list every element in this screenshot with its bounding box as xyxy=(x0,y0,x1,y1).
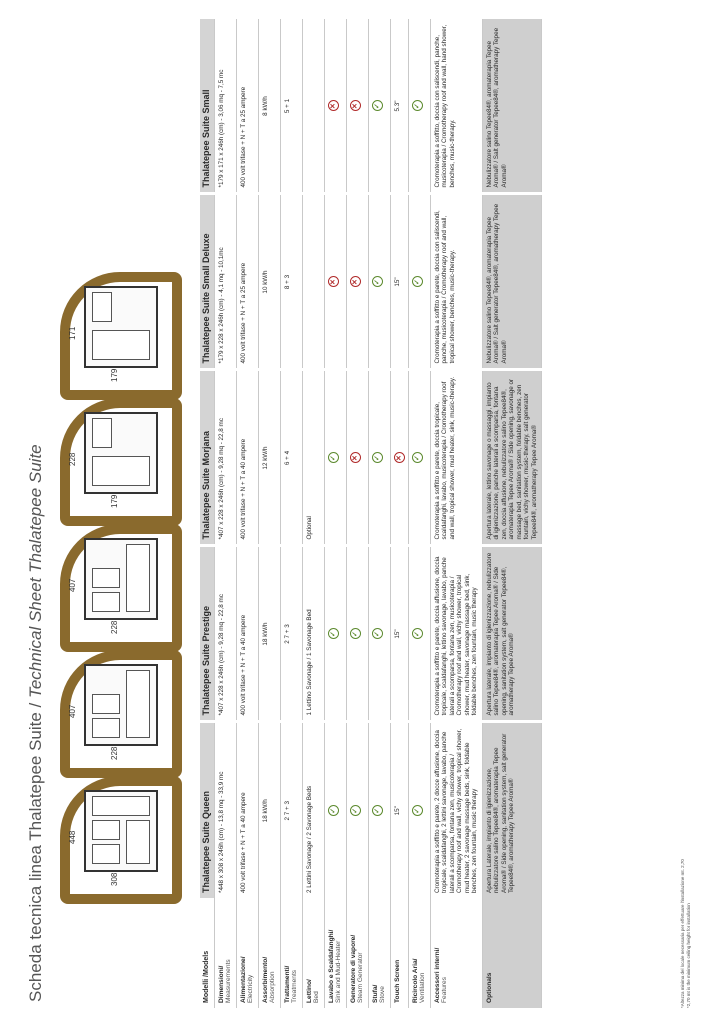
model-header: Thalatepee Suite Morjana xyxy=(200,370,214,546)
cell: Cromoterapia a soffitto e parete, 2 docce affusione, doccia tropicale, scaldafanghi, 2 lettini savonage, lavabo, panche laterali a scomparsa, fontana zen, musicoterapia / Cromotherapy roof and wall, vichy shower, tropical shower, mud heater, 2 savonage massage beds, sink, foldable benches, zen fountain, music therapy xyxy=(430,722,482,898)
cell: 2 7 + 3 xyxy=(280,722,302,898)
cell xyxy=(408,194,430,370)
dimension-width: 448 xyxy=(68,830,77,844)
model-header: Thalatepee Suite Small Deluxe xyxy=(200,194,214,370)
dimension-width: 407 xyxy=(68,704,77,718)
cell: 400 volt trifase + N + T a 40 ampere xyxy=(236,546,258,722)
cell xyxy=(408,722,430,898)
cell: *407 x 228 x 246h (cm) - 9,28 mq - 22,8 mc xyxy=(214,370,236,546)
power-row xyxy=(236,18,258,1008)
row-label: Dimensioni/ Measurements xyxy=(214,898,236,1008)
cell: 8 + 3 xyxy=(280,194,302,370)
cell: 400 volt trifase + N + T a 40 ampere xyxy=(236,370,258,546)
model-header: Thalatepee Suite Small xyxy=(200,18,214,194)
cell xyxy=(408,370,430,546)
cell: 400 volt trifase + N + T a 40 ampere xyxy=(236,722,258,898)
cell xyxy=(368,194,390,370)
sink-row xyxy=(324,18,346,1008)
cell xyxy=(324,370,346,546)
cell: 2 7 + 3 xyxy=(280,546,302,722)
check-icon: ✓ xyxy=(372,629,383,640)
cell: 15" xyxy=(390,194,408,370)
floor-plan xyxy=(84,664,158,746)
cell xyxy=(346,18,368,194)
cell xyxy=(346,722,368,898)
row-label: Stufa/ Stove xyxy=(368,898,390,1008)
cell: Cromoterapia a soffitto e parete, doccia affusione, doccia tropicale, scaldafanghi, lettino savonage, lavabo, panche laterali a scomparsa, fontana zen, musicoterapia / Cromotherapy roof and wall, vichy shower, tropical shower, mud heater, savonage massage bed, sink, foldable benches, zen fountain, music therapy xyxy=(430,546,482,722)
cell xyxy=(368,722,390,898)
cell xyxy=(368,370,390,546)
check-icon: ✓ xyxy=(372,453,383,464)
cross-icon: ✕ xyxy=(350,453,361,464)
check-icon: ✓ xyxy=(372,805,383,816)
dimension-width: 407 xyxy=(68,578,77,592)
row-label: Optionals xyxy=(482,898,542,1008)
check-icon: ✓ xyxy=(412,453,423,464)
accessories-row xyxy=(430,18,482,1008)
cell: *448 x 308 x 246h (cm) - 13,8 mq - 33,9 mc xyxy=(214,722,236,898)
cell xyxy=(324,194,346,370)
check-icon: ✓ xyxy=(328,453,339,464)
cell xyxy=(346,194,368,370)
dimension-depth: 228 xyxy=(110,746,119,760)
cell xyxy=(368,18,390,194)
cell: Nebulizzatore salino Tepee84®, aromaterapia Tepee Aroma® / Salt generator Tepee84®, aromatherapy Tepee Aroma® xyxy=(482,194,542,370)
ventilation-row xyxy=(408,18,430,1008)
dimension-width: 228 xyxy=(68,452,77,466)
dimension-depth: 228 xyxy=(110,620,119,634)
cell: Cromoterapia a soffitto, doccia con saliscendi, panche, musicoterapia / Cromotherapy roof and wall, hand shower, benches, music-therapy. xyxy=(430,18,482,194)
check-icon: ✓ xyxy=(412,805,423,816)
cell: *179 x 171 x 246h (cm) - 3,06 mq - 7,5 mc xyxy=(214,18,236,194)
cell: 1 Lettino Savonage / 1 Savonage Bed xyxy=(302,546,324,722)
row-label: Accessori interni/ Features xyxy=(430,898,482,1008)
model-header: Thalatepee Suite Queen xyxy=(200,722,214,898)
floor-plan xyxy=(84,412,158,494)
cross-icon: ✕ xyxy=(394,453,405,464)
cell: Optional xyxy=(302,370,324,546)
cell xyxy=(324,546,346,722)
cross-icon: ✕ xyxy=(328,277,339,288)
row-label: Ricircolo Aria/ Ventilation xyxy=(408,898,430,1008)
cell xyxy=(408,18,430,194)
cell: 6 + 4 xyxy=(280,370,302,546)
cell: 15" xyxy=(390,722,408,898)
floor-plan xyxy=(84,790,158,872)
cell xyxy=(346,546,368,722)
cell: *179 x 228 x 246h (cm) - 4,1 mq - 10,1mc xyxy=(214,194,236,370)
cell xyxy=(346,370,368,546)
check-icon: ✓ xyxy=(328,805,339,816)
check-icon: ✓ xyxy=(412,277,423,288)
cell: 5.3" xyxy=(390,18,408,194)
cell xyxy=(408,546,430,722)
cell: 15" xyxy=(390,546,408,722)
cell: 5 + 1 xyxy=(280,18,302,194)
cross-icon: ✕ xyxy=(350,101,361,112)
cell: *407 x 228 x 246h (cm) - 9,28 mq - 22,8 mc xyxy=(214,546,236,722)
absorption-row xyxy=(258,18,280,1008)
dimension-depth: 179 xyxy=(110,494,119,508)
illustration-small xyxy=(60,250,185,400)
row-label: Generatore di vapore/ Steam Generator xyxy=(346,898,368,1008)
cross-icon: ✕ xyxy=(350,277,361,288)
cell xyxy=(302,18,324,194)
check-icon: ✓ xyxy=(412,101,423,112)
cell: 400 volt trifase + N + T a 25 ampere xyxy=(236,18,258,194)
dimension-depth: 179 xyxy=(110,368,119,382)
cell xyxy=(324,722,346,898)
cell: 12 kW/h xyxy=(258,370,280,546)
cell: 2 Lettini Savonage / 2 Savonage Beds xyxy=(302,722,324,898)
steam-row xyxy=(346,18,368,1008)
dimensions-row xyxy=(214,18,236,1008)
row-label: Touch Screen xyxy=(390,898,408,1008)
floor-plan xyxy=(84,538,158,620)
cell: Cromoterapia a soffitto e parete, doccia con saliscendi, panche, musicoterapia / Cromotherapy roof and wall, tropical shower, benches, music-therapy. xyxy=(430,194,482,370)
cell xyxy=(324,18,346,194)
cross-icon: ✕ xyxy=(328,101,339,112)
floor-plan xyxy=(84,286,158,368)
check-icon: ✓ xyxy=(350,805,361,816)
page-title: Scheda tecnica linea Thalatepee Suite / Technical Sheet Thalatepee Suite xyxy=(26,444,45,1002)
dimension-width: 171 xyxy=(68,326,77,340)
footnote: *Altezza minima del locale necessaria per effettuare l'installazione mt. 2,70 *2,70 mt is the minimum ceiling height for installation xyxy=(680,859,691,1008)
stove-row xyxy=(368,18,390,1008)
dimension-depth: 308 xyxy=(110,872,119,886)
check-icon: ✓ xyxy=(412,629,423,640)
bed-row xyxy=(302,18,324,1008)
cell: 10 kW/h xyxy=(258,194,280,370)
check-icon: ✓ xyxy=(328,629,339,640)
row-label: Lavabo e Scaldafanghi/ Sink and Mud-Heater xyxy=(324,898,346,1008)
cell xyxy=(302,194,324,370)
cell: Apertura Laterale, impianto di igienizzazione, nebulizzatore salino Tepee84®, aromaterapia Tepee Aroma® / Side opening, sanitation system, salt generator Tepee84®, aromatherapy Tepee Aroma® xyxy=(482,722,542,898)
cell: Cromoterapia a soffitto e parete, doccia tropicale, scaldafanghi, lavabo, musicoterapia / Cromotherapy roof and wall, tropical shower, mud heater, sink, music-therapy. xyxy=(430,370,482,546)
optionals-row xyxy=(482,18,542,1008)
check-icon: ✓ xyxy=(372,277,383,288)
cell: 8 kW/h xyxy=(258,18,280,194)
check-icon: ✓ xyxy=(350,629,361,640)
check-icon: ✓ xyxy=(372,101,383,112)
cell: 18 kW/h xyxy=(258,546,280,722)
cell xyxy=(390,370,408,546)
row-label: Modelli /Models xyxy=(200,898,214,1008)
cell: 400 volt trifase + N + T a 25 ampere xyxy=(236,194,258,370)
cell xyxy=(368,546,390,722)
cell: Apertura laterale, impianto di igienizzazione, nebulizzatore salino Tepee84®, aromaterapia Tepee Aroma® / Side opening, sanitation system, salt generator Tepee84®, aromatherapy Tepee Aroma® xyxy=(482,546,542,722)
model-header: Thalatepee Suite Prestige xyxy=(200,546,214,722)
cell: Apertura laterale, lettino savonage o massaggi, impianto di igienizzazione, panche laterali a scomparsa, fontana zen, doccia affusione, nebulizzatore salino Tepee84®, aromaterapia Tepee Aroma® / Side opening, savonage or massage bed, sanitation system, foldable benches, zen fountain, vichy shower, music-therapy, salt generator Tepee84®, aromatherapy Tepee Aroma® xyxy=(482,370,542,546)
row-label: Lettino/ Bed xyxy=(302,898,324,1008)
row-label: Alimentazione/ Electricity xyxy=(236,898,258,1008)
cell: 18 kW/h xyxy=(258,722,280,898)
spec-table xyxy=(200,17,542,1009)
treatments-row xyxy=(280,18,302,1008)
models-row xyxy=(200,18,214,1008)
cell: Nebulizzatore salino Tepee84®, aromaterapia Tepee Aroma® / Salt generator Tepee84®, aromatherapy Tepee Aroma® xyxy=(482,18,542,194)
touch-row xyxy=(390,18,408,1008)
row-label: Trattamenti/ Treatments xyxy=(280,898,302,1008)
row-label: Assorbimento/ Absorption xyxy=(258,898,280,1008)
